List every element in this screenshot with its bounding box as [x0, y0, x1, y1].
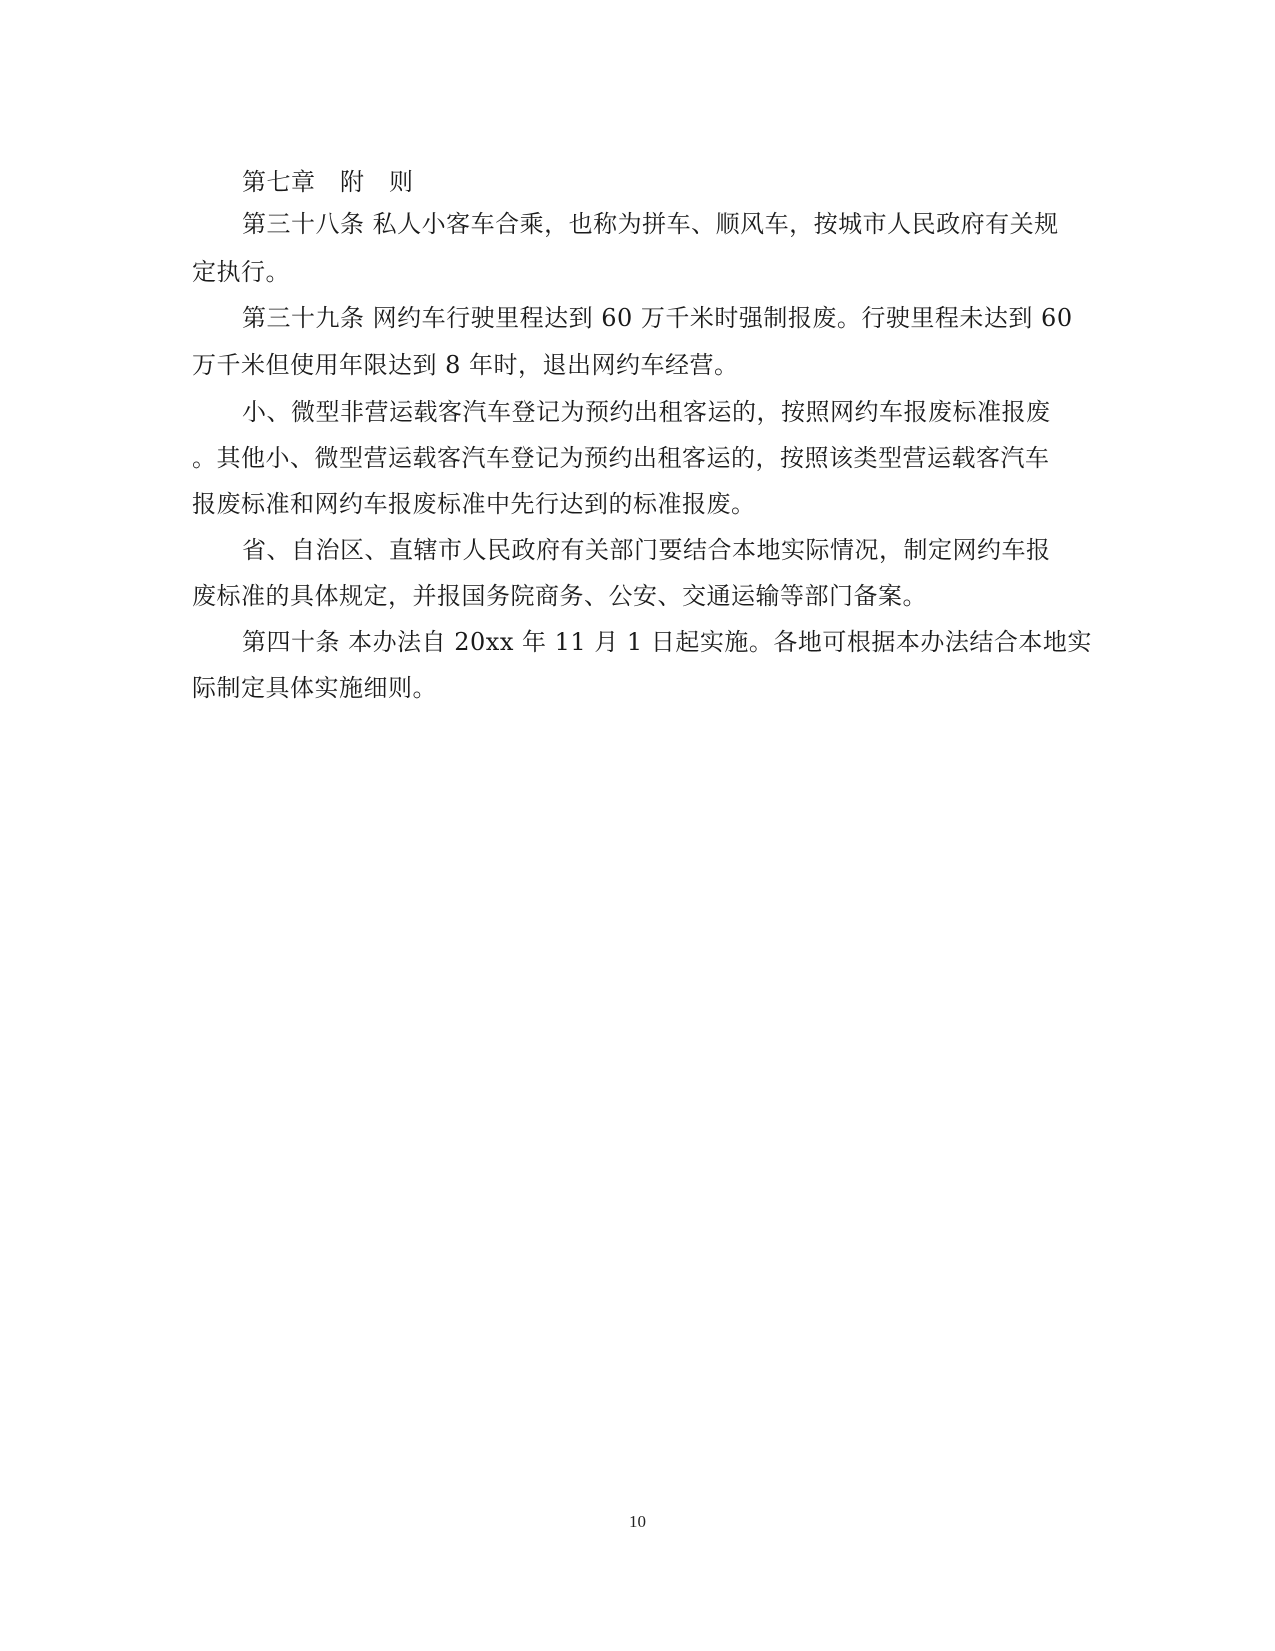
paragraph-line: 定执行。	[192, 258, 290, 286]
page-number: 10	[629, 1512, 646, 1531]
paragraph-line: 省、自治区、直辖市人民政府有关部门要结合本地实际情况，制定网约车报	[242, 536, 1051, 564]
paragraph-line: 第三十八条 私人小客车合乘，也称为拼车、顺风车，按城市人民政府有关规	[242, 210, 1059, 238]
paragraph-line: 废标准的具体规定，并报国务院商务、公安、交通运输等部门备案。	[192, 582, 927, 610]
paragraph-line: 第三十九条 网约车行驶里程达到 60 万千米时强制报废。行驶里程未达到 60	[242, 304, 1073, 332]
chapter-heading: 第七章 附 则	[242, 168, 414, 196]
paragraph-line: 万千米但使用年限达到 8 年时，退出网约车经营。	[192, 351, 739, 379]
paragraph-line: 际制定具体实施细则。	[192, 674, 437, 702]
paragraph-line: 。其他小、微型营运载客汽车登记为预约出租客运的，按照该类型营运载客汽车	[192, 444, 1050, 472]
paragraph-line: 小、微型非营运载客汽车登记为预约出租客运的，按照网约车报废标准报废	[242, 398, 1051, 426]
paragraph-line: 第四十条 本办法自 20xx 年 11 月 1 日起实施。各地可根据本办法结合本地实	[242, 628, 1092, 656]
paragraph-line: 报废标准和网约车报废标准中先行达到的标准报废。	[192, 490, 756, 518]
